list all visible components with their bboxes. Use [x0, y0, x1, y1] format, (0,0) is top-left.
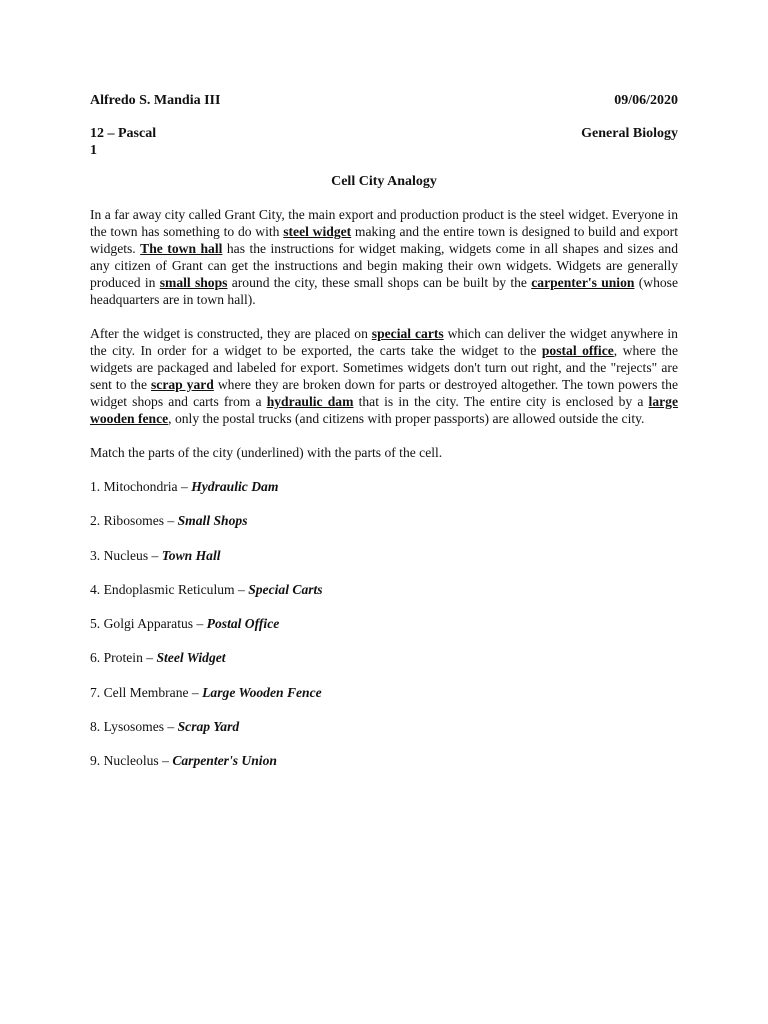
cell-part-label: 8. Lysosomes – [90, 719, 178, 735]
city-part-answer: Scrap Yard [177, 719, 240, 735]
cell-part-label: 2. Ribosomes – [90, 513, 178, 529]
term-postal-office: postal office [541, 343, 614, 358]
term-hydraulic-dam: hydraulic dam [266, 394, 354, 409]
cell-part-label: 5. Golgi Apparatus – [90, 616, 207, 632]
term-special-carts: special carts [371, 326, 444, 341]
match-item [90, 478, 678, 495]
story-paragraph-1 [90, 206, 678, 308]
cell-part-label: 4. Endoplasmic Reticulum – [90, 581, 249, 597]
p2-text-4: where they are broken down for parts or destroyed altogether. The town powers the widget shops and carts from a [90, 377, 678, 409]
city-part-answer: Postal Office [206, 616, 280, 632]
page-number: 1 [90, 143, 97, 158]
match-item [90, 512, 678, 529]
author-name: Alfredo S. Mandia III [90, 93, 221, 108]
header-row-2 [90, 125, 678, 142]
match-item [90, 581, 678, 598]
document-page [90, 92, 678, 787]
city-part-answer: Special Carts [248, 581, 323, 597]
p1-text-4: around the city, these small shops can be built by the [227, 275, 532, 290]
city-part-answer: Carpenter's Union [172, 753, 277, 769]
term-steel-widget: steel widget [283, 224, 352, 239]
p2-text-3: , where the widgets are packaged and labeled for export. Sometimes widgets don't turn out right, and the "rejects" are sent to the [90, 343, 678, 392]
matching-instruction: Match the parts of the city (underlined) with the parts of the cell. [90, 445, 443, 460]
story-paragraph-2 [90, 325, 678, 427]
term-scrap-yard: scrap yard [151, 377, 214, 392]
document-title: Cell City Analogy [331, 174, 437, 189]
term-small-shops: small shops [159, 275, 228, 290]
p1-text-3: has the instructions for widget making, widgets come in all shapes and sizes and any citizen of Grant can get the instructions and begin making their own widgets. Widgets are generally produced in [90, 241, 678, 290]
p1-text-5: (whose headquarters are in town hall). [90, 275, 678, 307]
city-part-answer: Small Shops [177, 513, 248, 529]
match-list [90, 478, 678, 769]
p1-text-2: making and the entire town is designed to build and export widgets. [90, 224, 678, 256]
p2-text-5: that is in the city. The entire city is enclosed by a [353, 394, 649, 409]
cell-part-label: 7. Cell Membrane – [90, 684, 203, 700]
cell-part-label: 6. Protein – [90, 650, 157, 666]
match-item [90, 752, 678, 769]
cell-part-label: 3. Nucleus – [90, 547, 162, 563]
city-part-answer: Town Hall [161, 547, 221, 563]
cell-part-label: 9. Nucleolus – [90, 753, 173, 769]
city-part-answer: Steel Widget [156, 650, 226, 666]
class-section: 12 – Pascal [90, 126, 157, 141]
match-item [90, 718, 678, 735]
p2-text-2: which can deliver the widget anywhere in the city. In order for a widget to be exported, the carts take the widget to the [90, 326, 678, 358]
match-item [90, 684, 678, 701]
match-item [90, 649, 678, 666]
p2-text-1: After the widget is constructed, they are placed on [90, 326, 372, 341]
header-row-1 [90, 92, 678, 109]
cell-part-label: 1. Mitochondria – [90, 479, 192, 494]
term-large-wooden-fence: large wooden fence [90, 394, 678, 426]
p1-text-1: In a far away city called Grant City, the main export and production product is the steel widget. Everyone in the town has something to do with [90, 207, 678, 239]
match-item [90, 547, 678, 564]
p2-text-6: , only the postal trucks (and citizens with proper passports) are allowed outside the city. [168, 411, 645, 426]
term-carpenters-union: carpenter's union [531, 275, 635, 290]
document-date: 09/06/2020 [614, 93, 678, 108]
city-part-answer: Large Wooden Fence [202, 684, 322, 700]
term-town-hall: The town hall [140, 241, 223, 256]
subject-name: General Biology [581, 126, 678, 141]
city-part-answer: Hydraulic Dam [191, 479, 279, 494]
match-item [90, 615, 678, 632]
